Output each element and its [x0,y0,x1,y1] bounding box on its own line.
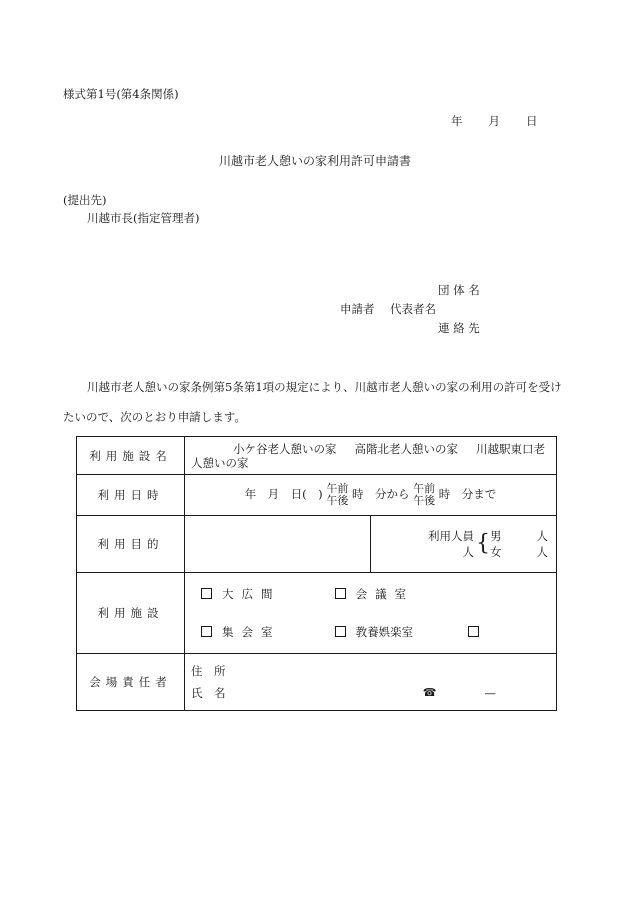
checkbox-icon[interactable] [468,626,479,637]
date-month: 月 [488,114,500,128]
purpose-field[interactable] [185,516,371,573]
responsible-label: 会場責任者 [77,654,185,711]
rooms-options [185,573,557,654]
facility-name-label: 利用施設名 [77,437,185,475]
room-option-meeting[interactable]: 会議室 [335,575,465,613]
telephone-icon: ☎ [422,686,437,699]
applicant-block [340,281,480,338]
checkbox-icon[interactable] [201,626,212,637]
phone-dash: — [484,686,496,700]
date-input-text[interactable]: 年 月 日( ) [244,487,323,501]
contact-label: 連 絡 先 [438,321,480,335]
facility-option-takashina[interactable]: 高階北老人憩いの家 [354,441,458,456]
datetime-field[interactable] [185,475,557,516]
application-statement: 川越市老人憩いの家条例第5条第1項の規定により、川越市老人憩いの家の利用の許可を受けたいので、次のとおり申請します。 [63,380,562,424]
datetime-row [77,475,557,516]
purpose-row [77,516,557,573]
rooms-label: 利用施設 [77,573,185,654]
checkbox-icon[interactable] [201,588,212,599]
recipient-label: (提出先) [63,193,107,207]
recipient-name: 川越市長(指定管理者) [87,211,200,225]
date-year: 年 [451,114,463,128]
brace-icon: { [476,531,490,556]
facility-option-kogaya[interactable]: 小ケ谷老人憩いの家 [233,441,337,456]
page-title: 川越市老人憩いの家利用許可申請書 [218,154,411,168]
date-day: 日 [526,114,538,128]
responsible-field[interactable] [185,654,557,711]
representative-label: 代表者名 [390,302,436,316]
purpose-label: 利用目的 [77,516,185,573]
facility-name-options[interactable] [185,437,557,475]
checkbox-icon[interactable] [335,588,346,599]
room-option-recreation[interactable]: 教養娯楽室 [335,613,465,651]
name-label: 氏 名 [191,686,226,700]
applicant-role-label: 申請者 [340,302,375,316]
datetime-label: 利用日時 [77,475,185,516]
users-total-unit: 人 [462,545,474,559]
female-label: 女 [490,545,502,559]
application-form-table [76,436,557,711]
facility-option-kawagoe[interactable]: 川越駅東口老人憩いの家 [191,441,545,470]
time-to-text[interactable]: 時 分まで [438,487,497,501]
users-label: 利用人員 [428,529,474,543]
room-option-other[interactable] [468,613,489,651]
room-option-hall[interactable]: 大広間 [201,575,331,613]
room-option-assembly[interactable]: 集会室 [201,613,331,651]
date-line [451,113,538,129]
rooms-row [77,573,557,654]
time-from-text[interactable]: 時 分から [351,487,410,501]
group-name-label: 団 体 名 [438,283,480,297]
start-ampm[interactable]: 午前 午後 [326,482,349,507]
male-unit: 人 [536,529,548,543]
form-number: 様式第1号(第4条関係) [63,87,179,101]
male-label: 男 [490,529,502,543]
female-unit: 人 [536,545,548,559]
facility-name-row [77,437,557,475]
checkbox-icon[interactable] [335,626,346,637]
address-label: 住 所 [191,664,226,678]
users-field[interactable] [371,516,557,573]
end-ampm[interactable]: 午前 午後 [413,482,436,507]
responsible-row [77,654,557,711]
